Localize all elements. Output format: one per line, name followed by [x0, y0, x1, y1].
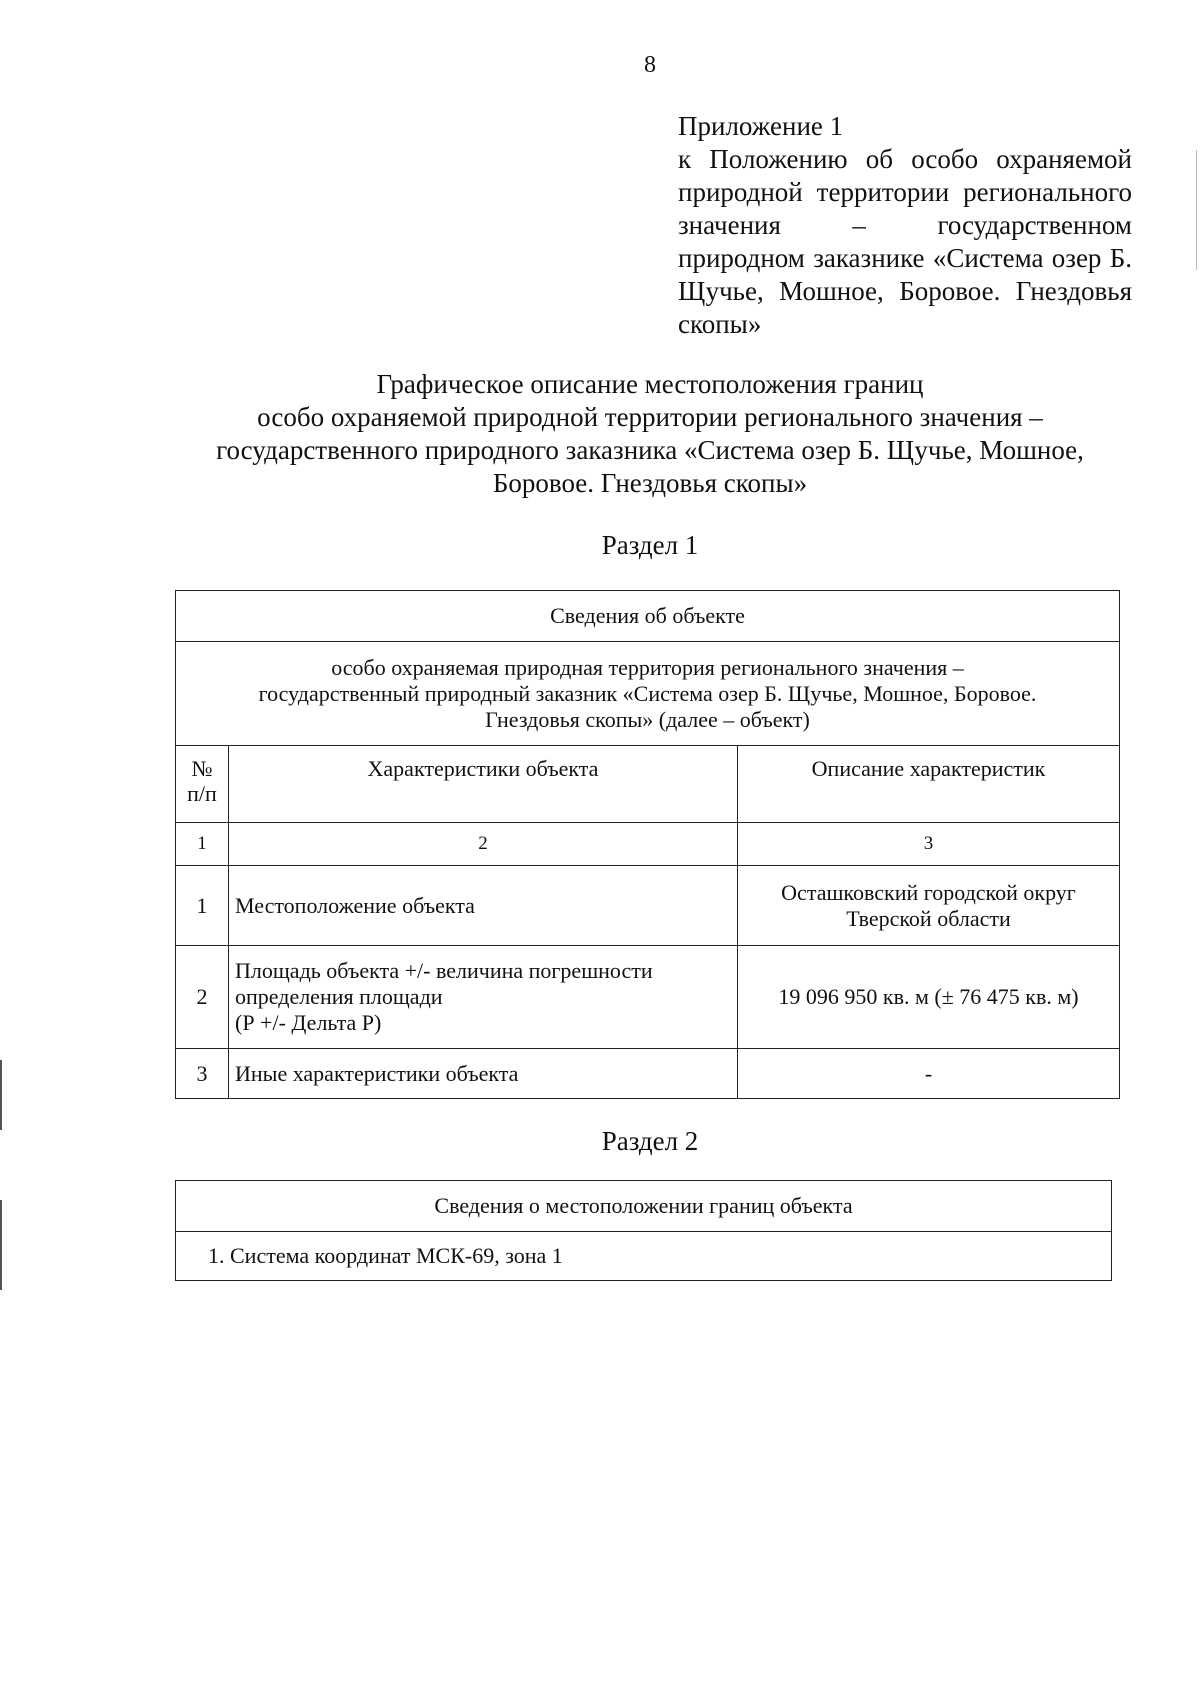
- col-header-num: [176, 746, 229, 823]
- row-characteristic: Местоположение объекта: [229, 866, 738, 946]
- page-number: 8: [644, 52, 656, 78]
- object-info-table: [175, 590, 1120, 1099]
- title-line: особо охраняемой природной территории регионального значения –: [257, 402, 1043, 432]
- characteristic-line: определения площади: [235, 984, 443, 1009]
- row-description: -: [738, 1049, 1120, 1099]
- characteristic-line: (Р +/- Дельта Р): [235, 1010, 382, 1035]
- appendix-body: к Положению об особо охраняемой природной территории регионального значения – государственном природном заказнике «Система озер Б. Щучье, Мошное, Боровое. Гнездовья скопы»: [678, 144, 1132, 339]
- section1-heading: Раздел 1: [601, 530, 699, 560]
- col-number: 3: [738, 823, 1120, 866]
- row-num: 1: [176, 866, 229, 946]
- row-characteristic: [229, 946, 738, 1049]
- scan-edge-mark: [0, 1060, 2, 1130]
- scan-edge-mark: [0, 1200, 2, 1290]
- coordinate-system: 1. Система координат МСК-69, зона 1: [176, 1232, 1112, 1281]
- scan-edge-mark: [1196, 150, 1197, 270]
- table-caption: Сведения об объекте: [176, 591, 1120, 642]
- object-line: государственный природный заказник «Система озер Б. Щучье, Мошное, Боровое.: [258, 680, 1037, 706]
- table-row: [176, 1049, 1120, 1099]
- table-caption: Сведения о местоположении границ объекта: [176, 1181, 1112, 1232]
- row-characteristic: Иные характеристики объекта: [229, 1049, 738, 1099]
- document-title: [0, 368, 1200, 500]
- title-line: Графическое описание местоположения границ: [376, 369, 924, 399]
- table-row: [176, 946, 1120, 1049]
- col-number: 1: [176, 823, 229, 866]
- appendix-block: [678, 110, 1132, 341]
- object-line: особо охраняемая природная территория регионального значения –: [331, 654, 964, 680]
- num-abbrev: п/п: [187, 781, 217, 806]
- row-description: [738, 866, 1120, 946]
- row-num: 3: [176, 1049, 229, 1099]
- section2-heading: Раздел 2: [601, 1126, 699, 1156]
- row-num: 2: [176, 946, 229, 1049]
- row-description: 19 096 950 кв. м (± 76 475 кв. м): [738, 946, 1120, 1049]
- title-line: государственного природного заказника «Система озер Б. Щучье, Мошное,: [216, 435, 1084, 465]
- description-line: Осташковский городской округ: [781, 879, 1076, 905]
- col-header-characteristic: Характеристики объекта: [229, 746, 738, 823]
- num-symbol: №: [191, 756, 213, 781]
- object-description: [176, 642, 1120, 746]
- col-header-description: Описание характеристик: [738, 746, 1120, 823]
- object-line: Гнездовья скопы» (далее – объект): [485, 706, 810, 732]
- appendix-title: Приложение 1: [678, 111, 844, 141]
- characteristic-line: Площадь объекта +/- величина погрешности: [235, 958, 653, 983]
- boundary-info-table: [175, 1180, 1112, 1281]
- table-row: [176, 866, 1120, 946]
- col-number: 2: [229, 823, 738, 866]
- title-line: Боровое. Гнездовья скопы»: [492, 468, 808, 498]
- description-line: Тверской области: [846, 905, 1011, 931]
